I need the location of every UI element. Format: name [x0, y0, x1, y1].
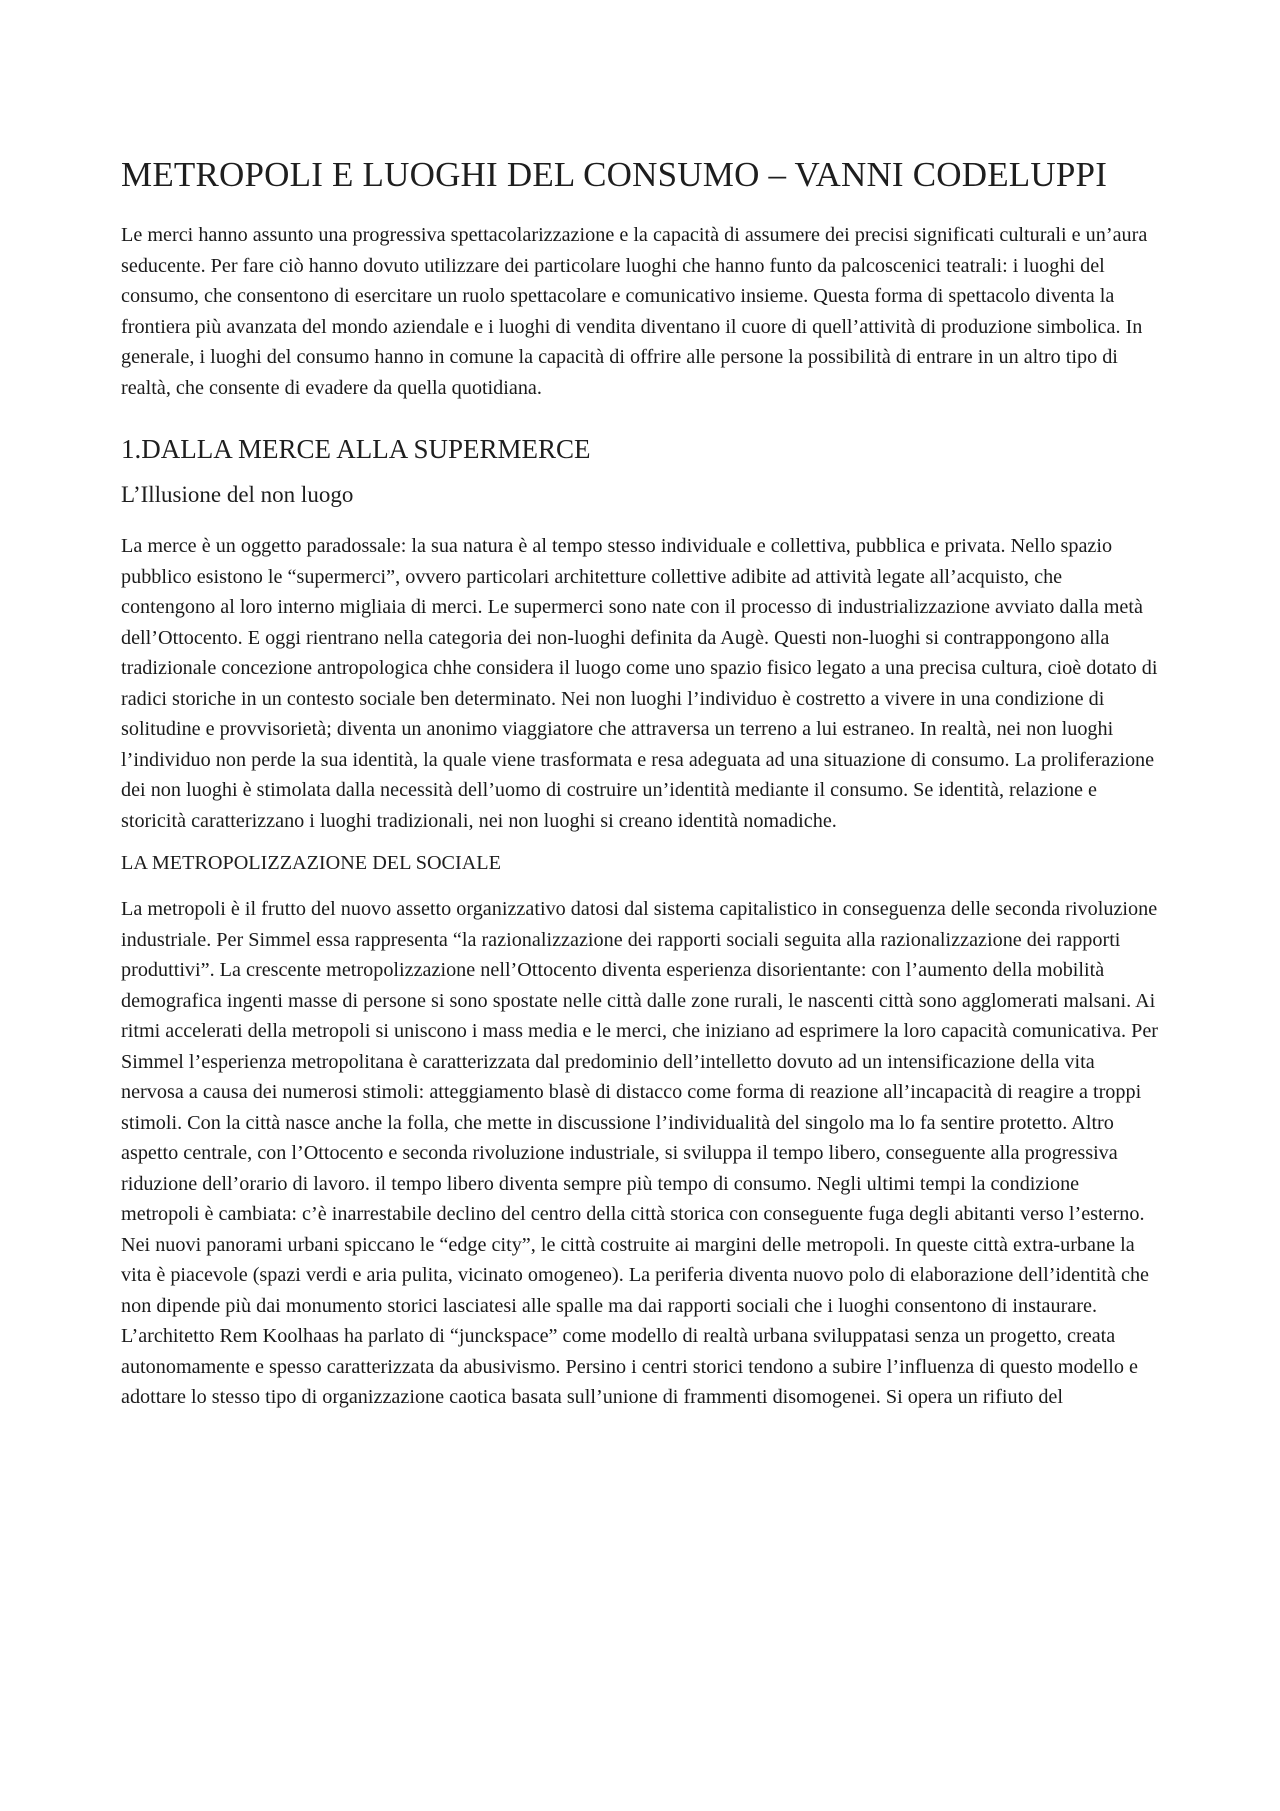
- subheading-non-luogo: L’Illusione del non luogo: [121, 482, 354, 507]
- intro-paragraph: Le merci hanno assunto una progressiva spettacolarizzazione e la capacità di assumere dei precisi significati culturali e un’aura seducente. Per fare ciò hanno dovuto utilizzare dei particolare luoghi che hanno funto da palcoscenici teatrali: i luoghi del consumo, che consentono di esercitare un ruolo spettacolare e comunicativo insieme. Questa forma di spettacolo diventa la frontiera più avanzata del mondo aziendale e i luoghi di vendita diventano il cuore di quell’attività di produzione simbolica. In generale, i luoghi del consumo hanno in comune la capacità di offrire alle persone la possibilità di entrare in un altro tipo di realtà, che consente di evadere da quella quotidiana.: [121, 224, 1148, 399]
- section-paragraph-metropolizzazione: La metropoli è il frutto del nuovo assetto organizzativo datosi dal sistema capitalistico in conseguenza delle seconda rivoluzione industriale. Per Simmel essa rappresenta “la razionalizzazione dei rapporti sociali seguita alla razionalizzazione dei rapporti produttivi”. La crescente metropolizzazione nell’Ottocento diventa esperienza disorientante: con l’aumento della mobilità demografica ingenti masse di persone si sono spostate nelle città dalle zone rurali, le nascenti città sono agglomerati malsani. Ai ritmi accelerati della metropoli si uniscono i mass media e le merci, che iniziano ad esprimere la loro capacità comunicativa. Per Simmel l’esperienza metropolitana è caratterizzata dal predominio dell’intelletto dovuto ad un intensificazione della vita nervosa a causa dei numerosi stimoli: atteggiamento blasè di distacco come forma di reazione all’incapacità di reagire a troppi stimoli. Con la città nasce anche la folla, che mette in discussione l’individualità del singolo ma lo fa sentire protetto. Altro aspetto centrale, con l’Ottocento e seconda rivoluzione industriale, si sviluppa il tempo libero, conseguente alla progressiva riduzione dell’orario di lavoro. il tempo libero diventa sempre più tempo di consumo. Negli ultimi tempi la condizione metropoli è cambiata: c’è inarrestabile declino del centro della città storica con conseguente fuga degli abitanti verso l’esterno. Nei nuovi panorami urbani spiccano le “edge city”, le città costruite ai margini delle metropoli. In queste città extra-urbane la vita è piacevole (spazi verdi e aria pulita, vicinato omogeneo). La periferia diventa nuovo polo di elaborazione dell’identità che non dipende più dai monumento storici lasciatesi alle spalle ma dai rapporti sociali che i luoghi consentono di instaurare. L’architetto Rem Koolhaas ha parlato di “junckspace” come modello di realtà urbana sviluppatasi senza un progetto, creata autonomamente e spesso caratterizzata da abusivismo. Persino i centri storici tendono a subire l’influenza di questo modello e adottare lo stesso tipo di organizzazione caotica basata sull’unione di frammenti disomogenei. Si opera un rifiuto del: [121, 898, 1159, 1408]
- section-heading-supermerce: 1.DALLA MERCE ALLA SUPERMERCE: [121, 434, 591, 464]
- spacer: [121, 403, 1161, 417]
- document-page: [121, 150, 1161, 1413]
- section-paragraph-supermerce: La merce è un oggetto paradossale: la sua natura è al tempo stesso individuale e collettiva, pubblica e privata. Nello spazio pubblico esistono le “supermerci”, ovvero particolari architetture collettive adibite ad attività legate all’acquisto, che contengono al loro interno migliaia di merci. Le supermerci sono nate con il processo di industrializzazione avviato dalla metà dell’Ottocento. E oggi rientrano nella categoria dei non-luoghi definita da Augè. Questi non-luoghi si contrappongono alla tradizionale concezione antropologica chhe considera il luogo come uno spazio fisico legato a una precisa cultura, cioè dotato di radici storiche in un contesto sociale ben determinato. Nei non luoghi l’individuo è costretto a vivere in una condizione di solitudine e provvisorietà; diventa un anonimo viaggiatore che attraversa un terreno a lui estraneo. In realtà, nei non luoghi l’individuo non perde la sua identità, la quale viene trasformata e resa adeguata ad una situazione di consumo. La proliferazione dei non luoghi è stimolata dalla necessità dell’uomo di costruire un’identità mediante il consumo. Se identità, relazione e storicità caratterizzano i luoghi tradizionali, nei non luoghi si creano identità nomadiche.: [121, 535, 1158, 832]
- section-heading-metropolizzazione: LA METROPOLIZZAZIONE DEL SOCIALE: [121, 852, 501, 874]
- document-title: METROPOLI E LUOGHI DEL CONSUMO – VANNI CODELUPPI: [121, 155, 1108, 194]
